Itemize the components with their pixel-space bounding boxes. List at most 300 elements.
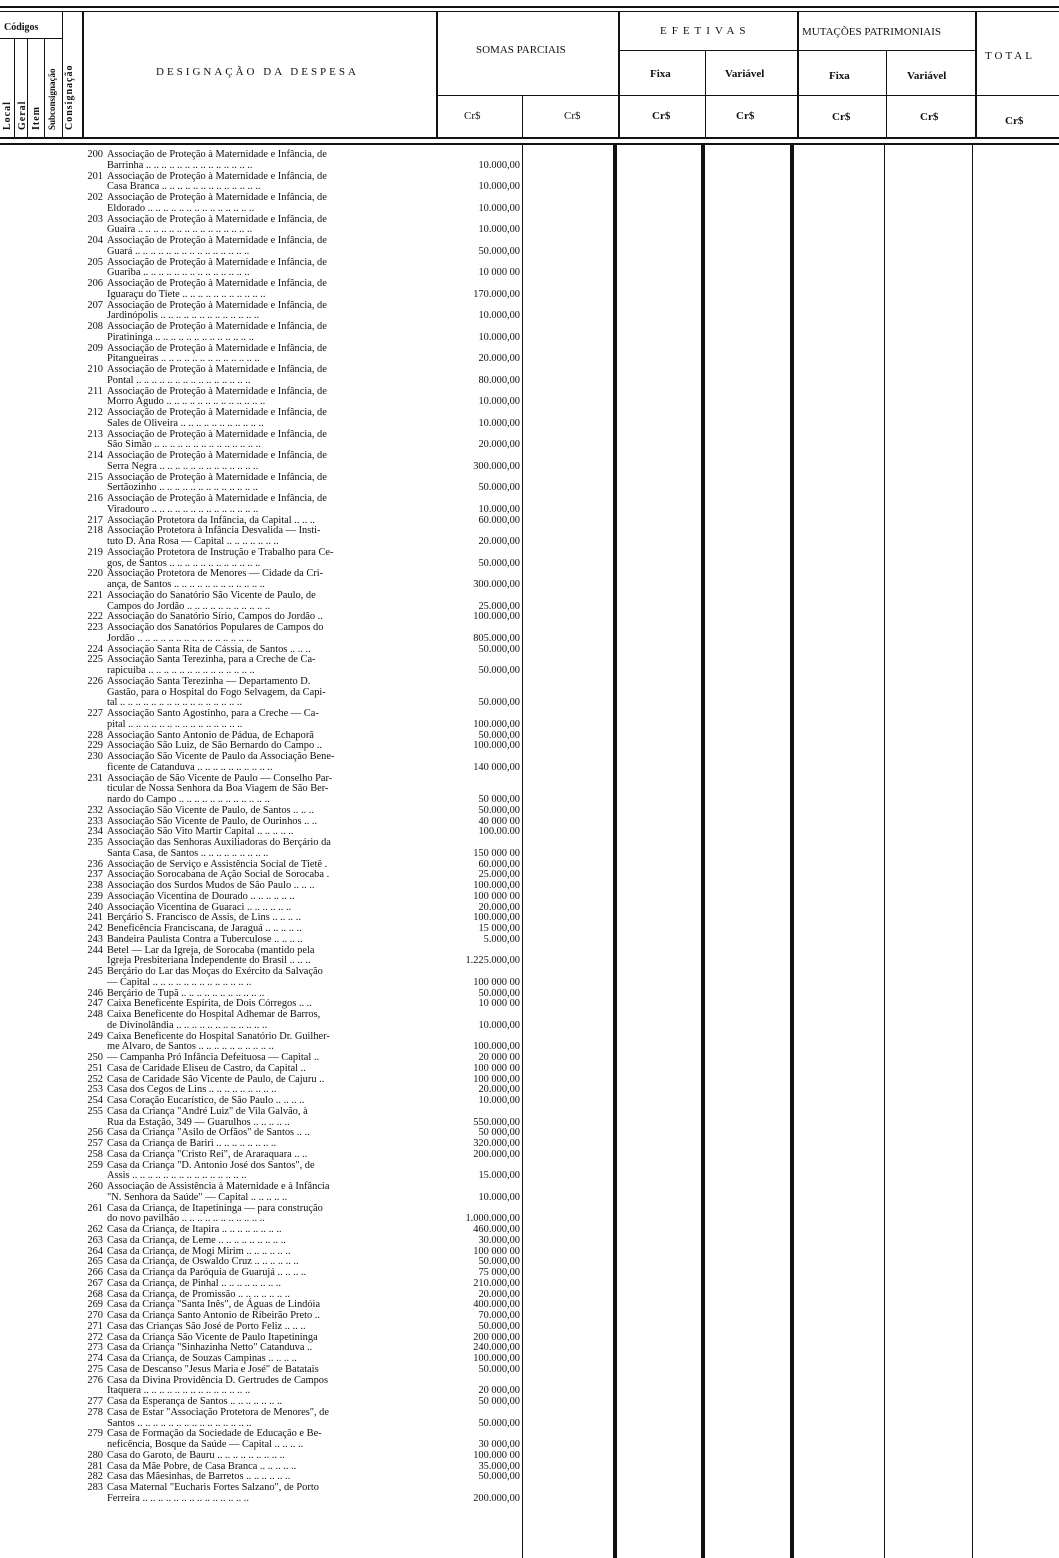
expense-amount: 15.000,00 [478, 1170, 520, 1182]
body-separator [884, 145, 885, 1558]
expense-amount: 80.000,00 [478, 374, 520, 386]
expense-amount: 20.000,00 [478, 1288, 520, 1300]
expense-amount: 75 000,00 [478, 1267, 520, 1278]
expense-description-line: Berçário de Tupã .. .. .. .. .. .. .. .. .. .. .. [107, 987, 265, 999]
codigos-label: Códigos [4, 22, 39, 33]
expense-row [80, 1365, 520, 1376]
expense-amount: 20 000 00 [478, 1052, 520, 1063]
expense-description-line: Casa da Criança "Cristo Rei", de Araraquara .. .. [107, 1148, 308, 1160]
expense-description-line: Casa da Criança da Paróquia de Guarujá .. .. .. .. [107, 1267, 307, 1278]
expense-amount: 60.000,00 [478, 858, 520, 870]
expense-description-line: Caixa Beneficente Espírita, de Dois Córregos .. .. [107, 998, 312, 1010]
expense-description-line: Ferreira .. .. .. .. .. .. .. .. .. .. .. .. .. .. [107, 1492, 249, 1504]
expense-description-line: Casa da Criança "D. Antonio José dos Santos", de [107, 1159, 315, 1171]
currency-somas-2: Cr$ [564, 110, 581, 122]
expense-amount: 50 000,00 [478, 1127, 520, 1139]
expense-description-line: Casa da Criança "André Luiz" de Vila Galvão, à [107, 1105, 308, 1117]
expense-amount: 50 000,00 [478, 1396, 520, 1407]
expense-amount: 50.000,00 [478, 643, 520, 655]
currency-mutacoes-variavel: Cr$ [920, 111, 939, 123]
header-separator [82, 11, 84, 137]
expense-description-line: Casa das Mãesinhas, de Barretos .. .. .. .. .. .. [107, 1471, 291, 1483]
expense-description-line: Casa da Criança "Asilo de Orfãos" de Santos .. .. [107, 1127, 310, 1139]
expense-description-line: Associação de Proteção à Maternidade e Infância, de [107, 450, 327, 461]
expense-description-line: rapicuiba .. .. .. .. .. .. .. .. .. .. .. .. .. .. [107, 665, 255, 676]
expense-row [80, 1204, 520, 1226]
expense-amount: 50.000,00 [478, 804, 520, 816]
expense-code: 271 [87, 1320, 103, 1332]
expense-amount: 60.000,00 [478, 514, 520, 526]
expense-code: 263 [87, 1234, 103, 1246]
expense-description-line: Associação Protetora de Menores — Cidade da Cri- [107, 568, 324, 580]
expense-amount: 50.000,00 [478, 557, 520, 569]
efetivas-variavel-header: Variável [725, 68, 765, 80]
expense-description-line: Jordão .. .. .. .. .. .. .. .. .. .. .. .. .. .. .. [107, 632, 252, 644]
expense-description-line: Associação de Serviço e Assistência Social de Tietê . [107, 858, 328, 870]
expense-row [80, 150, 520, 172]
expense-description-line: Associação dos Surdos Mudos de São Paulo .. .. .. [107, 880, 315, 891]
expense-description-line: Associação de Proteção à Maternidade e Infância, de [107, 278, 327, 289]
expense-description-line: Casa de Descanso "Jesus Maria e José" de Batatais [107, 1363, 319, 1375]
currency-efetivas-fixa: Cr$ [652, 110, 671, 122]
expense-description-line: Iguaraçu do Tiete .. .. .. .. .. .. .. .. .. .. .. [107, 288, 266, 300]
expense-description-line: Casa da Criança, de Mogi Mirim .. .. .. .. .. .. [107, 1245, 291, 1257]
expense-description-line: Associação do Sanatório São Vicente de Paulo, de [107, 589, 316, 601]
expense-row [80, 655, 520, 677]
expense-description-line: Itaquera .. .. .. .. .. .. .. .. .. .. .. .. .. .. [107, 1385, 251, 1397]
expense-code: 212 [87, 407, 103, 418]
expense-code: 228 [87, 729, 103, 741]
currency-mutacoes-fixa: Cr$ [832, 111, 851, 123]
expense-list [80, 150, 520, 1505]
expense-description-line: Bandeira Paulista Contra a Tuberculose .. .. .. .. [107, 933, 303, 945]
expense-description-line: ticular de Nossa Senhora da Boa Viagem de São Ber- [107, 783, 329, 795]
expense-code: 259 [87, 1159, 103, 1171]
body-separator-amounts [522, 145, 523, 1558]
expense-code: 282 [87, 1471, 103, 1483]
expense-description-line: Associação Vicentina de Guaraci .. .. .. .. .. .. [107, 901, 292, 913]
header-separator [436, 11, 438, 137]
expense-row [80, 709, 520, 731]
expense-code: 209 [87, 342, 103, 354]
expense-description-line: Casa do Garoto, de Bauru .. .. .. .. .. .. .. .. .. [107, 1449, 285, 1461]
expense-description-line: Associação de Proteção à Maternidade e Infância, de [107, 299, 327, 311]
header-separator [797, 11, 799, 137]
expense-code: 260 [87, 1181, 103, 1192]
expense-description-line: — Capital .. .. .. .. .. .. .. .. .. .. .. .. .. [107, 976, 252, 988]
expense-amount: 10.000,00 [478, 1191, 520, 1203]
expense-code: 210 [87, 364, 103, 375]
expense-code: 233 [87, 815, 103, 827]
expense-row [80, 838, 520, 860]
expense-amount: 10.000,00 [478, 159, 520, 171]
expense-code: 230 [87, 751, 103, 762]
expense-amount: 460.000,00 [473, 1224, 520, 1235]
expense-description-line: Caixa Beneficente do Hospital Adhemar de Barros, [107, 1009, 321, 1020]
expense-row [80, 806, 520, 817]
expense-description-line: Casa da Criança, de Itapetininga — para construção [107, 1202, 323, 1214]
expense-description-line: Jardinópolis .. .. .. .. .. .. .. .. .. .. .. .. .. [107, 310, 260, 322]
expense-description-line: nardo do Campo .. .. .. .. .. .. .. .. .. .. .. .. [107, 794, 270, 805]
expense-amount: 100 000 00 [473, 1062, 520, 1074]
expense-description-line: Associação de Proteção à Maternidade e Infância, de [107, 428, 327, 440]
expense-description-line: Casa Coração Eucarístico, de São Paulo .. .. .. .. [107, 1095, 305, 1106]
expense-amount: 30 000,00 [478, 1439, 520, 1450]
expense-description-line: Sales de Oliveira .. .. .. .. .. .. .. .. .. .. .. [107, 417, 264, 429]
body-separator-thick [790, 145, 794, 1558]
expense-description-line: Viradouro .. .. .. .. .. .. .. .. .. .. .. .. .. .. [107, 503, 259, 515]
expense-code: 208 [87, 321, 103, 332]
expense-description-line: Associação de Proteção à Maternidade e Infância, de [107, 149, 327, 160]
expense-amount: 100.000 00 [473, 1449, 520, 1461]
expense-code: 261 [87, 1202, 103, 1214]
expense-description-line: Campos do Jordão .. .. .. .. .. .. .. .. .. .. .. [107, 600, 271, 612]
expense-code: 242 [87, 923, 103, 934]
expense-code: 215 [87, 471, 103, 483]
expense-description-line: Associação Protetora da Infância, da Capital .. .. .. [107, 514, 316, 526]
expense-description-line: Casa de Caridade São Vicente de Paulo, de Cajuru .. [107, 1073, 325, 1085]
expense-description-line: Guará .. .. .. .. .. .. .. .. .. .. .. .. .. .. .. [107, 245, 250, 257]
header-separator [975, 11, 977, 137]
expense-amount: 20 000,00 [478, 1385, 520, 1397]
expense-description-line: Casa das Crianças São José de Porto Feliz .. .. .. [107, 1320, 306, 1332]
expense-row [80, 1322, 520, 1333]
expense-code: 269 [87, 1299, 103, 1311]
expense-description-line: Beneficência Franciscana, de Jaraguá .. .. .. .. .. [107, 923, 302, 934]
expense-description-line: Associação São Vicente de Paulo da Associação Bene- [107, 751, 335, 762]
expense-code: 227 [87, 708, 103, 719]
expense-amount: 100.000,00 [473, 912, 520, 924]
expense-description-line: pital .. .. .. .. .. .. .. .. .. .. .. .. .. .. .. [107, 718, 243, 730]
expense-row [80, 1107, 520, 1129]
expense-code: 247 [87, 998, 103, 1010]
expense-code: 214 [87, 450, 103, 461]
expense-row [80, 1161, 520, 1183]
expense-code: 220 [87, 568, 103, 580]
expense-row [80, 526, 520, 548]
expense-amount: 300.000,00 [473, 460, 520, 472]
expense-row [80, 1451, 520, 1462]
codes-separator [44, 38, 45, 137]
expense-code: 206 [87, 278, 103, 289]
expense-description-line: Associação São Vicente de Paulo, de Santos .. .. .. [107, 804, 314, 816]
expense-row [80, 258, 520, 280]
expense-code: 272 [87, 1331, 103, 1343]
expense-description-line: gos, de Santos .. .. .. .. .. .. .. .. .. .. .. .. [107, 557, 261, 569]
expense-row [80, 1408, 520, 1430]
header-separator [618, 11, 620, 137]
expense-amount: 100.000,00 [473, 1353, 520, 1364]
expense-description-line: Casa dos Cegos de Lins .. .. .. .. .. .. .. .. .. [107, 1084, 277, 1096]
expense-amount: 70.000,00 [478, 1310, 520, 1321]
expense-description-line: Casa da Criança de Bariri .. .. .. .. .. .. .. .. [107, 1138, 277, 1149]
expense-description-line: Associação de Proteção à Maternidade e Infância, de [107, 493, 327, 504]
item-label: Item [31, 106, 42, 130]
expense-description-line: Associação Vicentina de Dourado .. .. .. .. .. .. [107, 890, 295, 902]
expense-code: 216 [87, 493, 103, 504]
expense-description-line: tal .. .. .. .. .. .. .. .. .. .. .. .. .. .. .. .. [107, 697, 243, 709]
expense-description-line: Associação São Vicente de Paulo, de Ourinhos .. .. [107, 815, 318, 827]
expense-code: 273 [87, 1342, 103, 1354]
expense-row [80, 1032, 520, 1054]
expense-row [80, 473, 520, 495]
expense-amount: 20.000,00 [478, 439, 520, 451]
expense-amount: 1.225.000,00 [465, 955, 520, 967]
expense-code: 213 [87, 428, 103, 440]
expense-amount: 50.000,00 [478, 729, 520, 741]
expense-amount: 10.000,00 [478, 224, 520, 236]
expense-amount: 10.000,00 [478, 396, 520, 408]
expense-amount: 30.000,00 [478, 1234, 520, 1246]
expense-code: 275 [87, 1363, 103, 1375]
expense-amount: 550.000,00 [473, 1116, 520, 1128]
expense-description-line: Berçário do Lar das Moças do Exército da Salvação [107, 966, 323, 977]
expense-code: 219 [87, 546, 103, 558]
expense-amount: 200.000,00 [473, 1148, 520, 1160]
expense-row [80, 1429, 520, 1451]
expense-code: 251 [87, 1062, 103, 1074]
subcolumn-separator [522, 95, 523, 137]
expense-code: 283 [87, 1482, 103, 1493]
expense-amount: 10.000,00 [478, 310, 520, 322]
expense-row [80, 301, 520, 323]
expense-description-line: Berçário S. Francisco de Assis, de Lins .. .. .. .. [107, 912, 301, 924]
expense-description-line: Barrinha .. .. .. .. .. .. .. .. .. .. .. .. .. .. [107, 159, 253, 171]
expense-amount: 10.000,00 [478, 1019, 520, 1031]
expense-amount: 170.000,00 [473, 288, 520, 300]
expense-description-line: Associação de Proteção à Maternidade e Infância, de [107, 192, 327, 203]
expense-code: 236 [87, 858, 103, 870]
expense-code: 266 [87, 1267, 103, 1278]
expense-row [80, 279, 520, 301]
expense-amount: 100 000 00 [473, 976, 520, 988]
expense-description-line: Gastão, para o Hospital do Fogo Selvagem, da Capi- [107, 686, 326, 698]
expense-amount: 20.000,00 [478, 901, 520, 913]
expense-description-line: Associação Santo Agostinho, para a Creche — Ca- [107, 708, 319, 719]
top-rule-inner [0, 11, 1059, 12]
expense-code: 231 [87, 772, 103, 784]
expense-amount: 100.000,00 [473, 880, 520, 891]
expense-description-line: Associação de Proteção à Maternidade e Infância, de [107, 342, 327, 354]
expense-description-line: Associação do Sanatório Sírio, Campos do Jordão .. [107, 611, 323, 623]
expense-description-line: Associação de Proteção à Maternidade e Infância, de [107, 235, 327, 246]
expense-code: 252 [87, 1073, 103, 1085]
expense-code: 218 [87, 525, 103, 537]
expense-row [80, 946, 520, 968]
header-bottom-rule-2 [0, 143, 1059, 145]
expense-amount: 100.00.00 [478, 826, 520, 838]
expense-code: 238 [87, 880, 103, 891]
currency-somas-1: Cr$ [464, 110, 481, 122]
expense-description-line: Igreja Presbiteriana Independente do Brasil .. .. .. [107, 955, 311, 967]
currency-efetivas-variavel: Cr$ [736, 110, 755, 122]
local-label: Local [2, 101, 13, 130]
expense-code: 268 [87, 1288, 103, 1300]
expense-code: 241 [87, 912, 103, 924]
expense-amount: 35.000,00 [478, 1460, 520, 1472]
expense-description-line: Casa da Esperança de Santos .. .. .. .. .. .. .. [107, 1396, 283, 1407]
expense-description-line: Associação das Senhoras Auxiliadoras do Berçário da [107, 837, 331, 848]
expense-amount: 15 000,00 [478, 923, 520, 934]
expense-amount: 10.000,00 [478, 181, 520, 193]
expense-amount: 100.000,00 [473, 611, 520, 623]
expense-amount: 300.000,00 [473, 579, 520, 590]
expense-amount: 50.000,00 [478, 665, 520, 676]
expense-amount: 1.000.000,00 [465, 1213, 520, 1225]
expense-description-line: Associação Santa Rita de Cássia, de Santos .. .. .. [107, 643, 311, 655]
expense-description-line: Associação de Proteção à Maternidade e Infância, de [107, 213, 327, 225]
expense-row [80, 569, 520, 591]
expense-amount: 200 000,00 [473, 1331, 520, 1343]
expense-code: 277 [87, 1396, 103, 1407]
expense-description-line: Associação de São Vicente de Paulo — Conselho Par- [107, 772, 333, 784]
expense-description-line: do novo pavilhão .. .. .. .. .. .. .. .. .. .. .. [107, 1213, 265, 1225]
expense-description-line: Casa da Criança "Santa Inês", de Águas de Lindóia [107, 1299, 321, 1311]
expense-description-line: Associação de Proteção à Maternidade e Infância, de [107, 321, 327, 332]
expense-description-line: Sertãozinho .. .. .. .. .. .. .. .. .. .. .. .. .. [107, 482, 258, 494]
expense-code: 254 [87, 1095, 103, 1106]
efetivas-rule [618, 50, 977, 51]
subconsignacao-label: Subconsignação [47, 68, 57, 130]
expense-code: 264 [87, 1245, 103, 1257]
expense-code: 265 [87, 1256, 103, 1268]
expense-amount: 50.000,00 [478, 697, 520, 709]
top-rule [0, 6, 1059, 8]
expense-amount: 100.000,00 [473, 718, 520, 730]
expense-description-line: São Simão .. .. .. .. .. .. .. .. .. .. .. .. .. .. [107, 439, 261, 451]
expense-code: 276 [87, 1374, 103, 1386]
expense-code: 224 [87, 643, 103, 655]
expense-code: 217 [87, 514, 103, 526]
expense-code: 232 [87, 804, 103, 816]
expense-description-line: Casa da Criança, de Leme .. .. .. .. .. .. .. .. .. [107, 1234, 286, 1246]
expense-amount: 50.000,00 [478, 1363, 520, 1375]
expense-description-line: Casa de Formação da Sociedade de Educação e Be- [107, 1428, 322, 1440]
expense-amount: 150 000 00 [473, 847, 520, 859]
expense-row [80, 591, 520, 613]
expense-code: 281 [87, 1460, 103, 1472]
mutacoes-variavel-header: Variável [907, 70, 947, 82]
header-bottom-rule [0, 137, 1059, 139]
consignacao-label: Consignação [64, 64, 75, 130]
expense-description-line: Casa da Criança São Vicente de Paulo Itapetininga [107, 1331, 318, 1343]
expense-description-line: Casa da Divina Providência D. Gertrudes de Campos [107, 1374, 329, 1386]
expense-amount: 805.000,00 [473, 632, 520, 644]
expense-amount: 50.000,00 [478, 1471, 520, 1483]
expense-code: 222 [87, 611, 103, 623]
subcolumn-separator [886, 50, 887, 137]
expense-description-line: Pitangueiras .. .. .. .. .. .. .. .. .. .. .. .. .. [107, 353, 260, 365]
expense-code: 262 [87, 1224, 103, 1235]
expense-amount: 100.000,00 [473, 1041, 520, 1053]
expense-description-line: Associação de Proteção à Maternidade e Infância, de [107, 407, 327, 418]
expense-amount: 50.000,00 [478, 1320, 520, 1332]
expense-description-line: Associação São Vito Martir Capital .. .. .. .. .. [107, 826, 294, 838]
total-header: TOTAL [985, 50, 1035, 62]
expense-row [80, 430, 520, 452]
geral-label: Geral [17, 100, 28, 130]
expense-amount: 25.000,00 [478, 869, 520, 881]
expense-description-line: Morro Agudo .. .. .. .. .. .. .. .. .. .. .. .. .. [107, 396, 266, 408]
expense-amount: 20.000,00 [478, 1084, 520, 1096]
expense-code: 240 [87, 901, 103, 913]
expense-amount: 50.000,00 [478, 1417, 520, 1429]
expense-code: 201 [87, 170, 103, 182]
expense-description-line: Guariba .. .. .. .. .. .. .. .. .. .. .. .. .. .. [107, 267, 250, 279]
expense-row [80, 494, 520, 516]
expense-row [80, 1010, 520, 1032]
expense-code: 243 [87, 933, 103, 945]
expense-row [80, 408, 520, 430]
expense-description-line: Betel — Lar da Igreja, de Sorocaba (mantido pela [107, 944, 315, 956]
expense-amount: 100 000 00 [473, 1245, 520, 1257]
expense-description-line: Associação de Proteção à Maternidade e Infância, de [107, 256, 327, 268]
efetivas-header: EFETIVAS [660, 25, 751, 37]
expense-row [80, 322, 520, 344]
expense-row [80, 451, 520, 473]
expense-code: 200 [87, 149, 103, 160]
expense-description-line: Casa da Criança "Sinhazinha Netto" Catanduva .. [107, 1342, 313, 1354]
expense-description-line: Associação dos Sanatórios Populares de Campos do [107, 622, 324, 633]
expense-code: 255 [87, 1105, 103, 1117]
expense-description-line: Assis .. .. .. .. .. .. .. .. .. .. .. .. .. .. .. [107, 1170, 247, 1182]
expense-row [80, 774, 520, 806]
expense-description-line: Associação de Proteção à Maternidade e Infância, de [107, 364, 327, 375]
expense-code: 207 [87, 299, 103, 311]
expense-amount: 320.000,00 [473, 1138, 520, 1149]
expense-row [80, 548, 520, 570]
expense-amount: 50.000,00 [478, 482, 520, 494]
expense-code: 250 [87, 1052, 103, 1063]
expense-amount: 50.000,00 [478, 1256, 520, 1268]
designacao-header: DESIGNAÇÃO DA DESPESA [156, 66, 359, 78]
expense-description-line: Casa de Estar "Associação Protetora de Menores", de [107, 1406, 329, 1418]
expense-row [80, 387, 520, 409]
expense-amount: 40 000 00 [478, 815, 520, 827]
expense-code: 270 [87, 1310, 103, 1321]
expense-description-line: Associação Santa Terezinha, para a Creche de Ca- [107, 654, 316, 666]
expense-amount: 200.000,00 [473, 1492, 520, 1504]
expense-description-line: Santa Casa, de Santos .. .. .. .. .. .. .. .. .. [107, 847, 269, 859]
expense-row [80, 935, 520, 946]
expense-code: 246 [87, 987, 103, 999]
expense-amount: 10.000,00 [478, 417, 520, 429]
expense-code: 204 [87, 235, 103, 246]
subcolumn-separator [705, 50, 706, 137]
expense-code: 257 [87, 1138, 103, 1149]
body-separator-thick [613, 145, 617, 1558]
expense-amount: 50.000,00 [478, 245, 520, 257]
expense-code: 202 [87, 192, 103, 203]
expense-amount: 100 000 00 [473, 890, 520, 902]
expense-code: 234 [87, 826, 103, 838]
expense-amount: 5.000,00 [483, 933, 520, 945]
codes-separator [62, 11, 63, 137]
expense-amount: 50 000,00 [478, 794, 520, 805]
codigos-rule [0, 38, 62, 39]
expense-row [80, 215, 520, 237]
expense-description-line: Rua da Estação, 349 — Guarulhos .. .. .. .. .. [107, 1116, 290, 1128]
expense-amount: 20.000,00 [478, 353, 520, 365]
codes-separator [14, 38, 15, 137]
expense-description-line: "N. Senhora da Saúde" — Capital .. .. .. .. .. [107, 1191, 288, 1203]
expense-description-line: Associação Santo Antonio de Pádua, de Echaporã [107, 729, 314, 741]
expense-description-line: Pontal .. .. .. .. .. .. .. .. .. .. .. .. .. .. .. [107, 374, 251, 386]
expense-code: 225 [87, 654, 103, 666]
expense-code: 267 [87, 1277, 103, 1289]
expense-row [80, 1064, 520, 1075]
expense-row [80, 1182, 520, 1204]
